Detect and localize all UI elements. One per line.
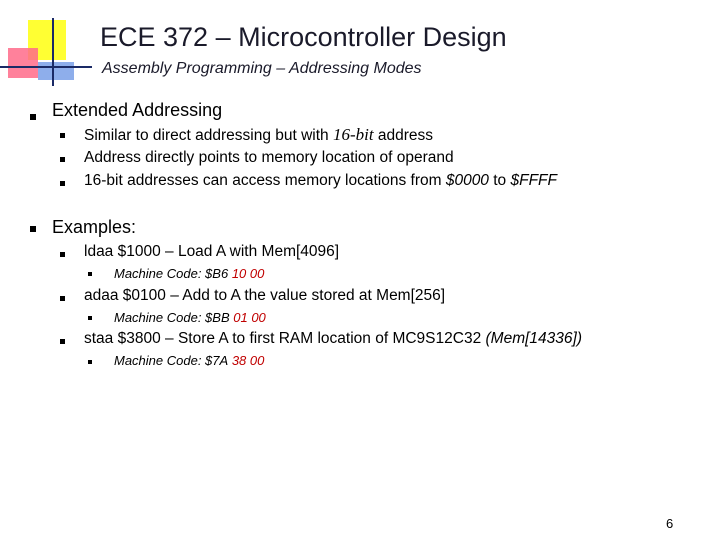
bullet-square-icon	[88, 316, 92, 320]
logo-pink-square	[8, 48, 38, 78]
bullet-square-icon	[60, 339, 65, 344]
bullet-square-icon	[60, 252, 65, 257]
example-instruction: adaa $0100 – Add to A the value stored at Mem[256]	[84, 287, 446, 304]
logo-vertical-line	[52, 18, 54, 86]
bullet-square-icon	[88, 360, 92, 364]
bullet-square-icon	[88, 272, 92, 276]
bullet-square-icon	[60, 133, 65, 138]
list-item: Address directly points to memory location of operand	[84, 149, 454, 166]
bullet-square-icon	[30, 114, 36, 120]
page-number: 6	[666, 516, 674, 531]
list-item: Similar to direct addressing but with 16-bit address	[84, 125, 434, 144]
machine-code: Machine Code: $7A 38 00	[114, 353, 265, 368]
section-heading-examples: Examples:	[52, 217, 137, 237]
slide-subtitle: Assembly Programming – Addressing Modes	[102, 60, 422, 77]
bullet-square-icon	[30, 226, 36, 232]
slide-title: ECE 372 – Microcontroller Design	[100, 22, 507, 52]
list-item: 16-bit addresses can access memory locations from $0000 to $FFFF	[84, 172, 557, 189]
section-heading-extended: Extended Addressing	[52, 100, 223, 120]
slide-logo	[0, 0, 90, 90]
logo-horizontal-line	[0, 66, 92, 68]
example-instruction: staa $3800 – Store A to first RAM location of MC9S12C32 (Mem[14336])	[84, 330, 582, 347]
bullet-square-icon	[60, 157, 65, 162]
bullet-square-icon	[60, 296, 65, 301]
logo-blue-square	[38, 62, 74, 80]
machine-code: Machine Code: $B6 10 00	[114, 266, 265, 281]
machine-code: Machine Code: $BB 01 00	[114, 310, 266, 325]
example-instruction: ldaa $1000 – Load A with Mem[4096]	[84, 243, 340, 260]
bullet-square-icon	[60, 181, 65, 186]
